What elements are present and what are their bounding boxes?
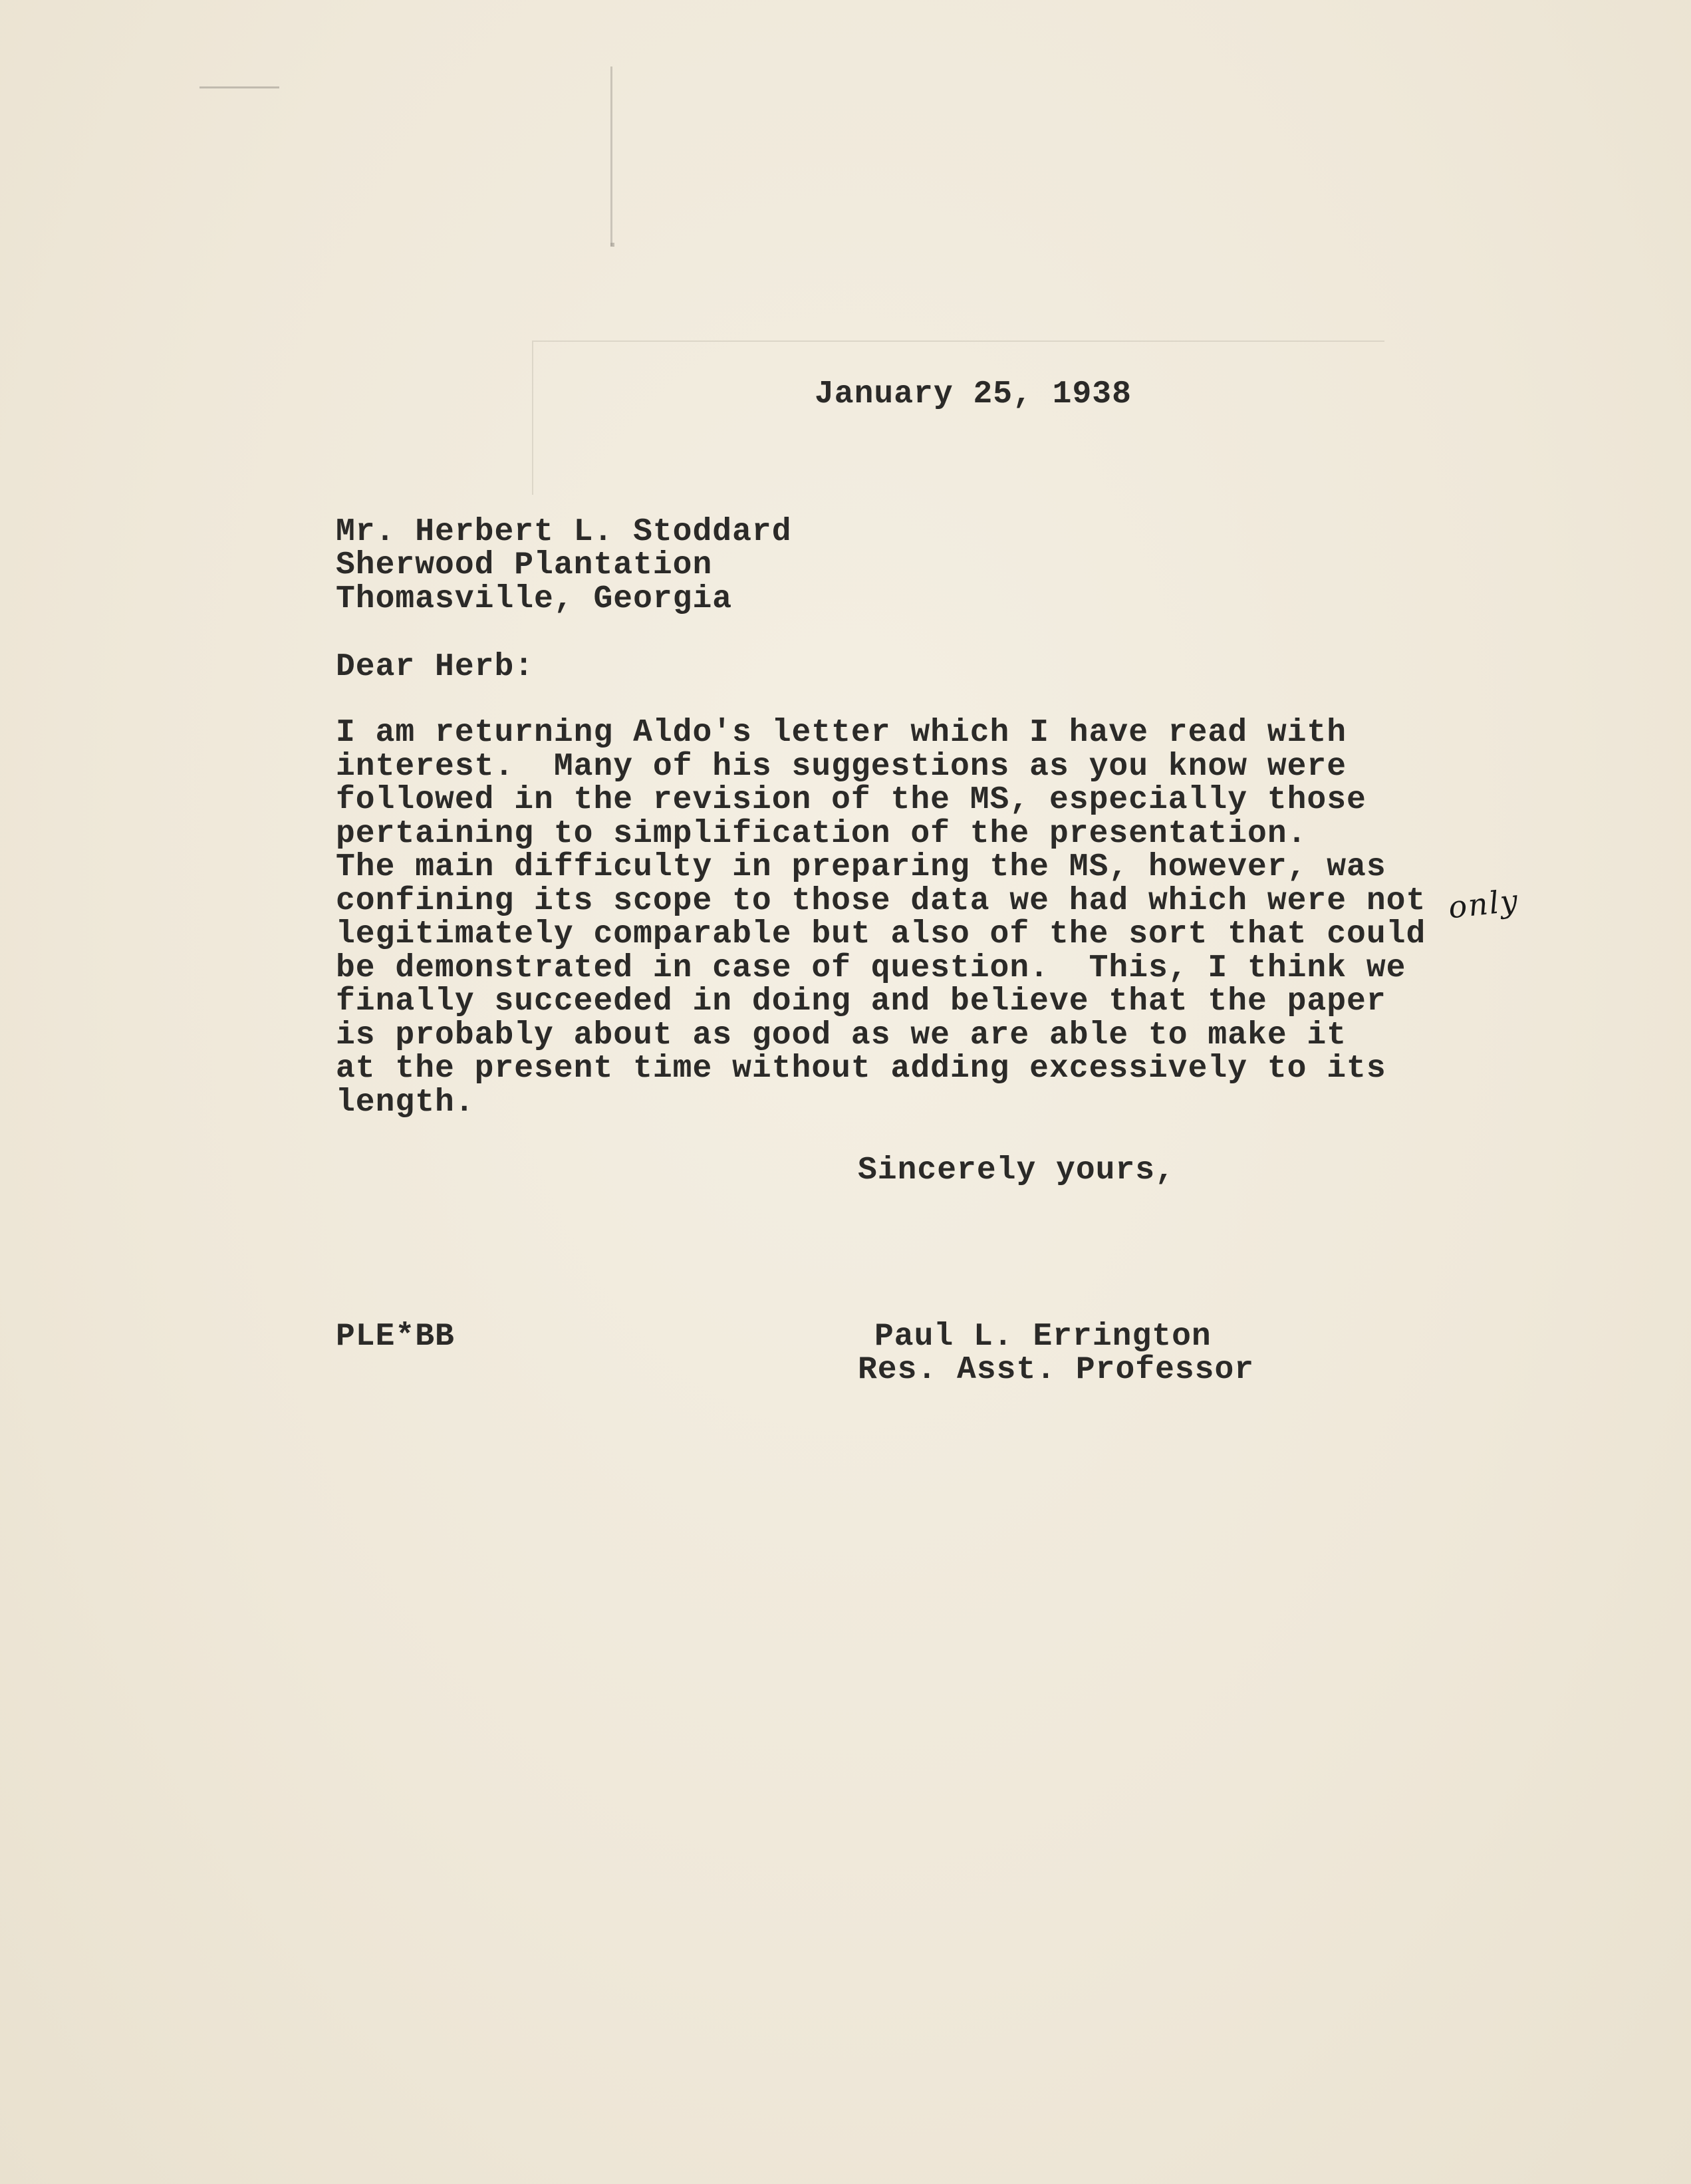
body-line: followed in the revision of the MS, especially those	[336, 782, 1366, 818]
letter-body	[336, 716, 1426, 1119]
signature-title: Res. Asst. Professor	[858, 1352, 1255, 1388]
body-line: legitimately comparable but also of the sort that could	[336, 916, 1426, 952]
body-line: interest. Many of his suggestions as you know were	[336, 748, 1347, 785]
body-line: finally succeeded in doing and believe that the paper	[336, 984, 1386, 1020]
handwritten-insertion: only	[1446, 882, 1521, 926]
pencil-guide-mark	[532, 341, 1384, 495]
salutation: Dear Herb:	[336, 649, 535, 685]
body-line: pertaining to simplification of the presentation.	[336, 815, 1307, 852]
signature-name: Paul L. Errington	[874, 1319, 1212, 1355]
typist-initials: PLE*BB	[336, 1319, 455, 1355]
scan-dot	[610, 243, 614, 247]
recipient-address-line: Sherwood Plantation	[336, 547, 713, 583]
scan-fold-mark	[610, 67, 612, 246]
body-line: The main difficulty in preparing the MS, however, was	[336, 849, 1386, 885]
body-line: is probably about as good as we are able to make it	[336, 1017, 1347, 1053]
closing: Sincerely yours,	[858, 1153, 1175, 1188]
letter-date: January 25, 1938	[815, 376, 1132, 412]
recipient-city: Thomasville, Georgia	[336, 581, 733, 617]
body-line: confining its scope to those data we had which were not	[336, 883, 1426, 919]
body-line: I am returning Aldo's letter which I have read with	[336, 715, 1347, 751]
recipient-name: Mr. Herbert L. Stoddard	[336, 514, 792, 550]
body-line: at the present time without adding excessively to its	[336, 1051, 1386, 1087]
body-line: be demonstrated in case of question. This, I think we	[336, 950, 1406, 986]
scan-smudge	[199, 86, 279, 88]
body-line: length.	[336, 1084, 475, 1121]
